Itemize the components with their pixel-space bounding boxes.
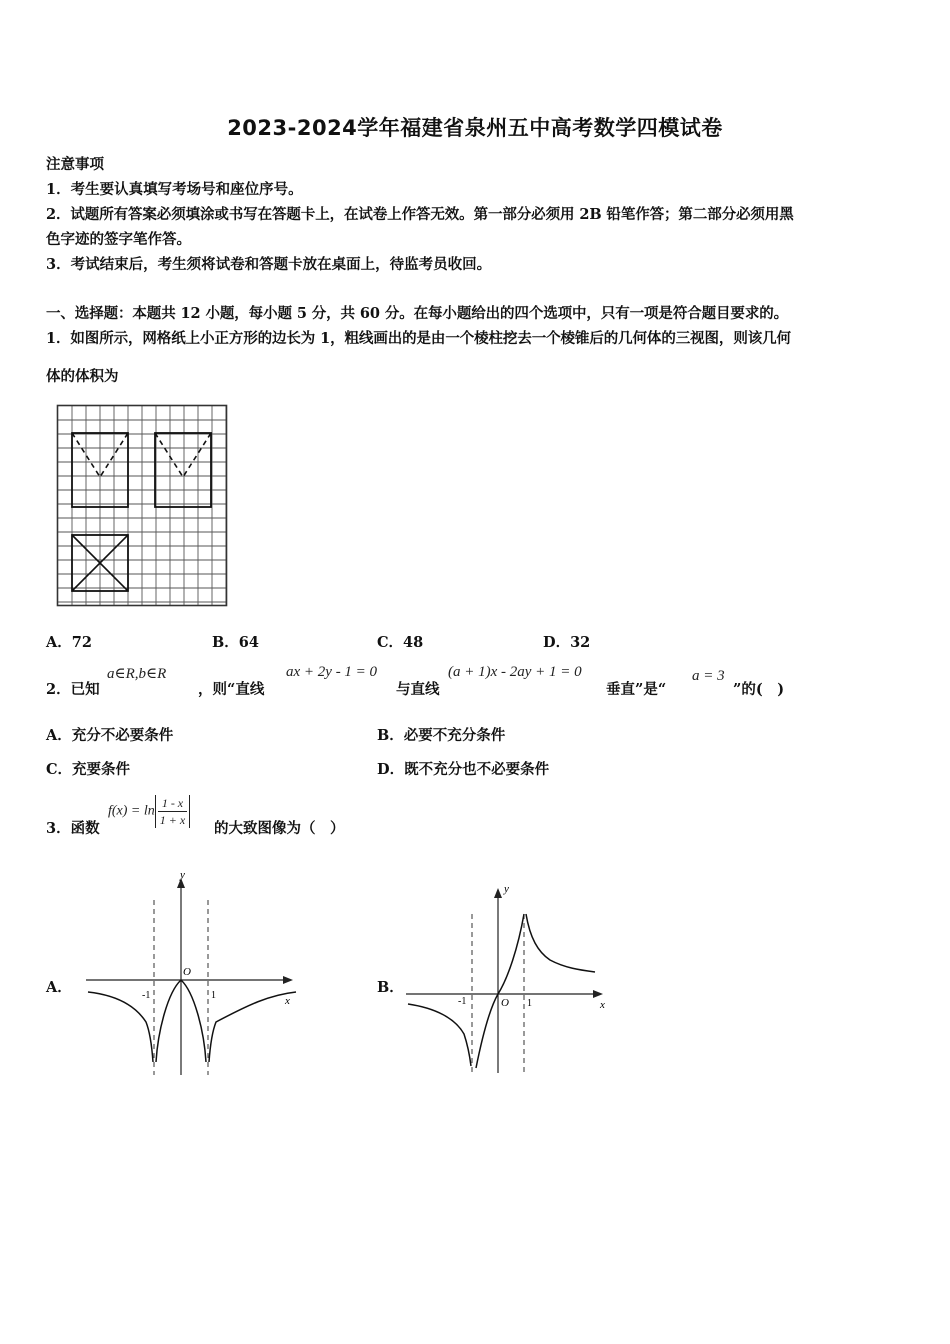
- notice-item-2-cont: 色字迹的签字笔作答。: [46, 231, 191, 248]
- graph-a-curve-left: [88, 992, 153, 1062]
- graph-a-y-label: y: [180, 869, 185, 881]
- q1-option-c[interactable]: C．48: [377, 634, 424, 651]
- graph-b-y-label: y: [504, 883, 509, 895]
- q3-fraction: [158, 795, 187, 828]
- q2-perp: 垂直”是“: [606, 681, 667, 698]
- q3-denominator: 1 + x: [159, 813, 186, 827]
- q2-line2-equation: (a + 1)x - 2ay + 1 = 0: [448, 664, 582, 680]
- q3-function-formula: [108, 795, 190, 828]
- q2-option-c[interactable]: C．充要条件: [46, 761, 131, 778]
- graph-b-curve-center: [476, 914, 524, 1068]
- graph-a-neg1-label: -1: [142, 990, 151, 1001]
- q2-option-a[interactable]: A．充分不必要条件: [46, 727, 174, 744]
- graph-b-curve-left: [408, 1004, 471, 1066]
- notice-item-2: 2．试题所有答案必须填涂或书写在答题卡上，在试卷上作答无效。第一部分必须用 2B 铅笔作答；第二部分必须用黑: [46, 206, 794, 223]
- page-title: 2023-2024学年福建省泉州五中高考数学四模试卷: [227, 116, 723, 140]
- notice-item-3: 3．考试结束后，考生须将试卷和答题卡放在桌面上，待监考员收回。: [46, 256, 492, 273]
- q2-option-d[interactable]: D．既不充分也不必要条件: [377, 761, 550, 778]
- q1-text-line1: 1．如图所示，网格纸上小正方形的边长为 1，粗线画出的是由一个棱柱挖去一个棱锥后的几何体的三视图，则该几何: [46, 330, 791, 347]
- graph-b-label[interactable]: B．: [377, 979, 404, 996]
- q1-option-d[interactable]: D．32: [543, 634, 591, 651]
- graph-b-x-label: x: [600, 999, 605, 1011]
- q3-numerator: 1 - x: [158, 795, 187, 812]
- graph-a-pos1-label: 1: [211, 990, 216, 1001]
- q3-fx: f(x) = ln: [108, 803, 155, 819]
- q3-abs-bars: [155, 795, 190, 828]
- q1-text-line2: 体的体积为: [46, 368, 119, 385]
- graph-a-label[interactable]: A．: [46, 979, 72, 996]
- graph-a[interactable]: [80, 870, 305, 1080]
- q2-equation-a: a = 3: [692, 668, 725, 684]
- graph-b-pos1-label: 1: [527, 998, 532, 1009]
- graph-b-origin-label: O: [501, 997, 509, 1009]
- q2-option-b[interactable]: B．必要不充分条件: [377, 727, 506, 744]
- graph-a-x-label: x: [285, 995, 290, 1007]
- q1-option-a[interactable]: A．72: [46, 634, 92, 651]
- notice-heading: 注意事项: [46, 156, 104, 173]
- q3-prefix: 3．函数: [46, 820, 100, 837]
- graph-a-curve-right: [209, 992, 296, 1062]
- q2-and: 与直线: [396, 681, 440, 698]
- q2-prefix: 2．已知: [46, 681, 100, 698]
- q2-condition: a∈R,b∈R: [107, 666, 167, 682]
- graph-b-curve-right: [526, 914, 595, 972]
- notice-item-1: 1．考生要认真填写考场号和座位序号。: [46, 181, 303, 198]
- section1-heading: 一、选择题：本题共 12 小题，每小题 5 分，共 60 分。在每小题给出的四个选项中，只有一项是符合题目要求的。: [46, 305, 789, 322]
- graph-a-origin-label: O: [183, 966, 191, 978]
- q2-then: ，则“直线: [198, 681, 265, 698]
- q3-suffix: 的大致图像为（ ）: [214, 820, 345, 837]
- graph-b[interactable]: [400, 878, 615, 1078]
- graph-b-neg1-label: -1: [458, 996, 467, 1007]
- q2-line1-equation: ax + 2y - 1 = 0: [286, 664, 378, 680]
- three-view-grid-figure: [57, 405, 229, 607]
- q1-option-b[interactable]: B．64: [212, 634, 259, 651]
- q2-suffix: ”的( ): [733, 681, 785, 698]
